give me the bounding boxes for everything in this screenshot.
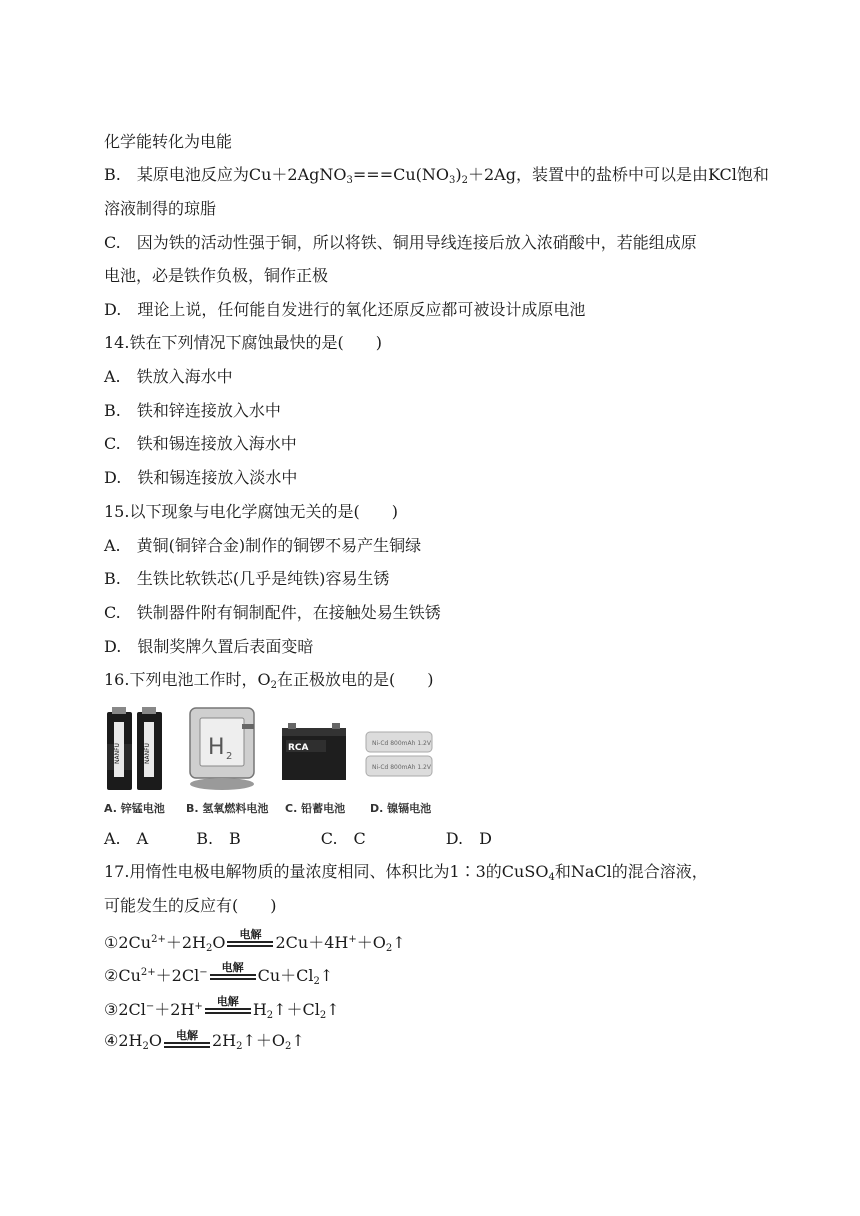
lead-acid-battery-image (280, 722, 348, 786)
option-13c: C. 因为铁的活动性强于铜，所以将铁、铜用导线连接后放入浓硝酸中，若能组成原 (104, 233, 697, 252)
electrolysis-condition: 电解 (208, 963, 258, 983)
electrolysis-condition: 电解 (203, 997, 253, 1017)
text-line: 可能发生的反应有( ) (104, 896, 277, 915)
option-14d: D. 铁和锡连接放入淡水中 (104, 468, 298, 487)
option-15c: C. 铁制器件附有铜制配件，在接触处易生铁锈 (104, 603, 441, 622)
reaction-3: ③2Cl−＋2H+ 电解 $H_2↑+Cl_2↑$ (104, 995, 340, 1021)
svg-text:Ni-Cd 800mAh 1.2V: Ni-Cd 800mAh 1.2V (372, 740, 431, 747)
svg-text:H: H (208, 735, 225, 760)
option-14c: C. 铁和锡连接放入海水中 (104, 434, 297, 453)
caption-d: D. 镍镉电池 (370, 802, 432, 815)
fuel-cell-image (186, 704, 262, 796)
electrolysis-condition: 电解 (225, 930, 275, 950)
option-13b: B. 某原电池反应为$Cu+2AgNO_3===Cu(NO_3)_2+2Ag$，装置中的盐桥中可以是由KCl饱和 (104, 165, 769, 186)
svg-text:2: 2 (226, 751, 233, 762)
caption-c: C. 铅蓄电池 (285, 802, 346, 815)
option-15b: B. 生铁比软铁芯(几乎是纯铁)容易生锈 (104, 569, 390, 588)
text-line: 化学能转化为电能 (104, 132, 233, 151)
question-15: 15.以下现象与电化学腐蚀无关的是( ) (104, 502, 398, 521)
svg-text:NANFU: NANFU (144, 743, 151, 764)
svg-text:Ni-Cd 800mAh 1.2V: Ni-Cd 800mAh 1.2V (372, 764, 431, 771)
caption-a: A. 锌锰电池 (104, 802, 165, 815)
caption-b: B. 氢氧燃料电池 (186, 802, 269, 815)
text-line: 电池，必是铁作负极，铜作正极 (104, 266, 329, 285)
text-line: 溶液制得的琼脂 (104, 199, 217, 218)
reaction-1: $①2Cu^{2+}+2H_2O$ 电解 $2Cu+4H^++O_2↑$ (104, 928, 406, 954)
options-16: A. A B. B C. C D. D (104, 829, 492, 848)
reaction-2: $②Cu^{2+}+2Cl^-$ 电解 $Cu+Cl_2↑$ (104, 961, 334, 987)
option-13d: D. 理论上说，任何能自发进行的氧化还原反应都可被设计成原电池 (104, 300, 586, 319)
reaction-4: $④2H_2O$ 电解 $2H_2↑+O_2↑$ (104, 1029, 305, 1052)
question-14: 14.铁在下列情况下腐蚀最快的是( ) (104, 333, 382, 352)
zinc-manganese-battery-image (104, 704, 166, 796)
option-15a: A. 黄铜(铜锌合金)制作的铜锣不易产生铜绿 (104, 536, 422, 555)
option-14a: A. 铁放入海水中 (104, 367, 233, 386)
svg-text:NANFU: NANFU (114, 743, 121, 764)
option-14b: B. 铁和锌连接放入水中 (104, 401, 281, 420)
question-16: 16.下列电池工作时，$O_2$在正极放电的是( ) (104, 670, 434, 691)
svg-text:RCA: RCA (288, 743, 309, 753)
question-17: 17.用惰性电极电解物质的量浓度相同、体积比为1∶3的CuSO$_4$和NaCl的混合溶液， (104, 862, 708, 883)
nickel-cadmium-battery-image (364, 726, 436, 786)
option-15d: D. 银制奖牌久置后表面变暗 (104, 637, 314, 656)
electrolysis-condition: 电解 (162, 1031, 212, 1051)
